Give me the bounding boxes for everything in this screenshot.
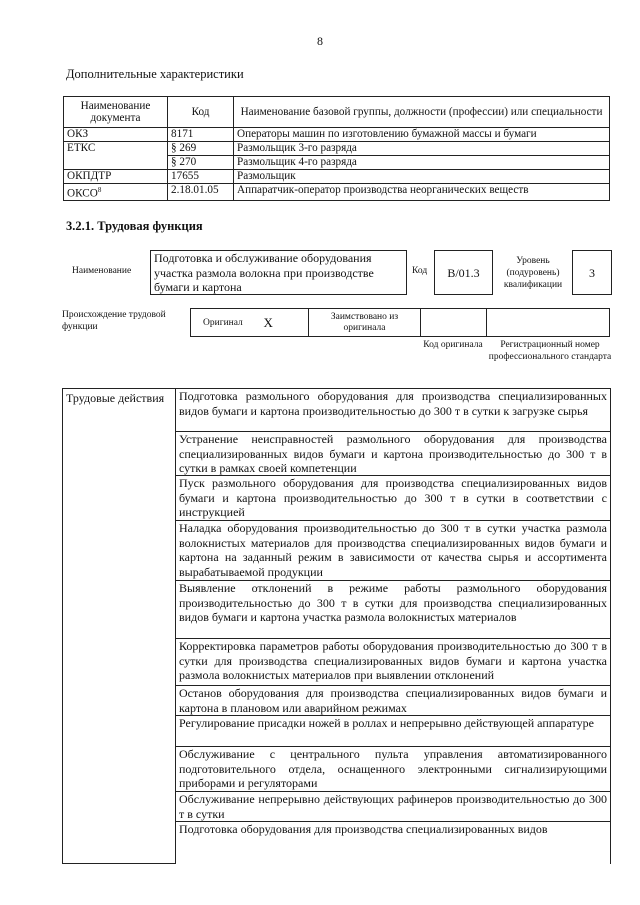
row-name: Размольщик 4-го разряда — [234, 156, 610, 170]
row-doc: ОКЗ — [64, 128, 168, 142]
origin-table — [190, 308, 610, 337]
original-code-cell — [421, 309, 487, 337]
reg-number-cell — [487, 309, 610, 337]
labor-action-item: Устранение неисправностей размольного оборудования для производства специализированных видов бумаги и картона производительностью до 300 т в сутки в рамках своей компетенции — [175, 432, 611, 476]
labor-actions-label: Трудовые действия — [62, 388, 175, 864]
labor-function-title: 3.2.1. Трудовая функция — [66, 219, 203, 233]
code-label: Код — [412, 266, 428, 276]
original-mark: X — [261, 309, 309, 337]
name-label: Наименование — [72, 266, 132, 276]
header-code: Код — [168, 97, 234, 128]
qualification-level-label: Уровень (подуровень) квалификации — [503, 256, 563, 290]
labor-action-item: Подготовка оборудования для производства специализированных видов — [175, 822, 611, 864]
footnote-marker: 8 — [97, 186, 102, 194]
page-number: 8 — [317, 34, 323, 48]
labor-action-item: Корректировка параметров работы оборудования производительностью до 300 т в сутки для производства специализированных видов бумаги и картона участка размола волокнистых материалов при выявлении отклонений — [175, 639, 611, 686]
header-group-name: Наименование базовой группы, должности (профессии) или специальности — [234, 97, 610, 128]
function-name-value: Подготовка и обслуживание оборудования участка размола волокна при производстве бумаги и картона — [150, 250, 407, 295]
row-code: 2.18.01.05 — [168, 184, 234, 201]
reg-number-caption: Регистрационный номер профессионального стандарта — [488, 340, 612, 362]
labor-action-item: Пуск размольного оборудования для производства специализированных видов бумаги и картона производительностью до 300 т в сутки в соответствии с инструкцией — [175, 476, 611, 521]
table-row — [64, 170, 610, 184]
origin-label: Происхождение трудовой функции — [62, 310, 166, 332]
additional-characteristics-table — [63, 96, 610, 201]
row-code: 17655 — [168, 170, 234, 184]
function-code-value: В/01.3 — [434, 250, 493, 295]
labor-action-item: Подготовка размольного оборудования для производства специализированных видов бумаги и картона производительностью до 300 т в сутки к загрузке сырья — [175, 388, 611, 432]
labor-action-item: Обслуживание непрерывно действующих рафинеров производительностью до 300 т в сутки — [175, 792, 611, 822]
qualification-level-value: 3 — [572, 250, 612, 295]
labor-action-item: Регулирование присадки ножей в роллах и непрерывно действующей аппаратуре — [175, 716, 611, 747]
original-label: Оригинал — [191, 309, 261, 337]
labor-action-item: Останов оборудования для производства специализированных видов бумаги и картона в плановом или аварийном режимах — [175, 686, 611, 716]
row-name: Размольщик 3-го разряда — [234, 142, 610, 156]
row-code: § 269 — [168, 142, 234, 156]
row-name: Аппаратчик-оператор производства неорганических веществ — [234, 184, 610, 201]
row-code: § 270 — [168, 156, 234, 170]
code-origin-caption: Код оригинала — [423, 340, 483, 350]
row-doc: ОКСО — [67, 187, 98, 200]
row-name: Операторы машин по изготовлению бумажной массы и бумаги — [234, 128, 610, 142]
labor-action-item: Наладка оборудования производительностью до 300 т в сутки участка размола волокнистых материалов для производства специализированных видов бумаги и картона на заданный режим в зависимости от качества сырья и ассортимента вырабатываемой продукции — [175, 521, 611, 581]
additional-characteristics-heading: Дополнительные характеристики — [66, 67, 244, 81]
borrowed-label: Заимствовано из оригинала — [309, 309, 421, 337]
table-row — [64, 184, 610, 201]
labor-actions-list — [175, 388, 611, 864]
table-row — [64, 128, 610, 142]
row-code: 8171 — [168, 128, 234, 142]
table-row — [64, 142, 610, 156]
row-doc-cell — [64, 184, 168, 201]
labor-action-item: Обслуживание с центрального пульта управления автоматизированного подготовительного отдела, оснащенного электронными сигнализирующими приборами и регуляторами — [175, 747, 611, 792]
row-doc: ОКПДТР — [64, 170, 168, 184]
header-document: Наименование документа — [64, 97, 168, 128]
row-name: Размольщик — [234, 170, 610, 184]
labor-action-item: Выявление отклонений в режиме работы размольного оборудования производительностью до 300 т в сутки для производства специализированных видов бумаги и картона участка размола волокнистых материалов — [175, 581, 611, 639]
row-doc: ЕТКС — [64, 142, 168, 170]
